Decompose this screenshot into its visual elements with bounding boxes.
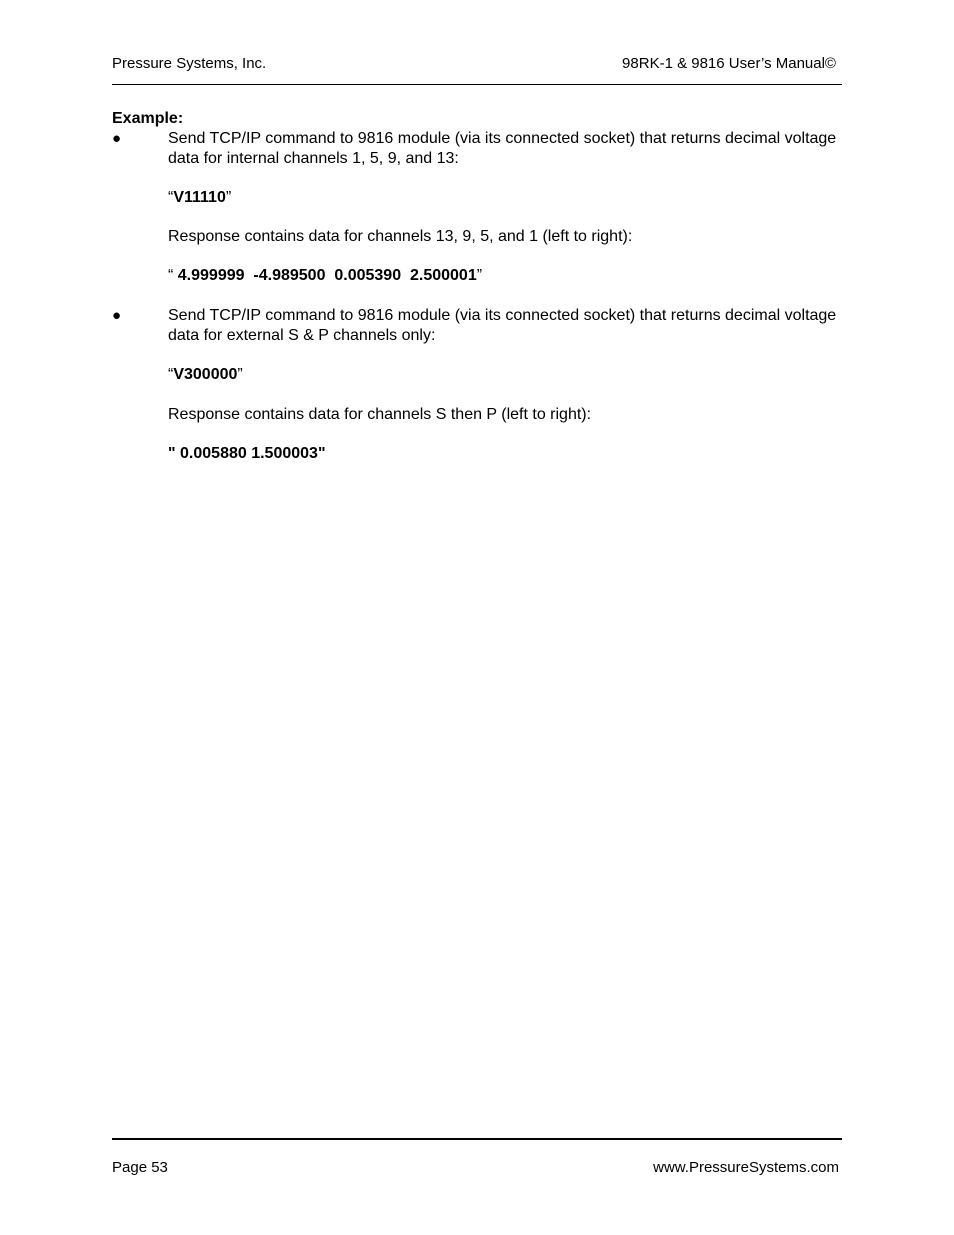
response-value: " 0.005880 1.500003" [168,445,326,462]
page-content [112,109,842,464]
command-text: “V300000” [168,366,243,383]
header-manual-title: 98RK-1 & 9816 User’s Manual© [622,55,836,72]
footer-divider [112,1138,842,1140]
page-footer [112,1159,842,1181]
list-item [112,306,842,346]
bullet-icon: ● [112,130,122,147]
response-text: “ 4.999999 -4.989500 0.005390 2.500001” [168,267,483,284]
bullet-icon: ● [112,307,122,324]
page-number: Page 53 [112,1159,168,1176]
header-divider [112,84,842,85]
website-text: www.PressureSystems.com [653,1159,839,1176]
item-text: Send TCP/IP command to 9816 module (via its connected socket) that returns decimal voltage data for internal channels 1, 5, 9, and 13: [168,130,837,167]
response-description: Response contains data for channels 13, 9, 5, and 1 (left to right): [168,228,633,245]
example-heading: Example: [112,110,184,127]
response-value: 4.999999 -4.989500 0.005390 2.500001 [177,267,477,284]
list-item [112,129,842,169]
response-text [168,444,842,464]
page-header [112,55,842,77]
command-value: V300000 [173,366,238,383]
command-value: V11110 [173,189,226,206]
header-company: Pressure Systems, Inc. [112,55,267,72]
response-description: Response contains data for channels S then P (left to right): [168,406,592,423]
item-text: Send TCP/IP command to 9816 module (via its connected socket) that returns decimal voltage data for external S & P channels only: [168,307,837,344]
command-text: “V11110” [168,189,232,206]
